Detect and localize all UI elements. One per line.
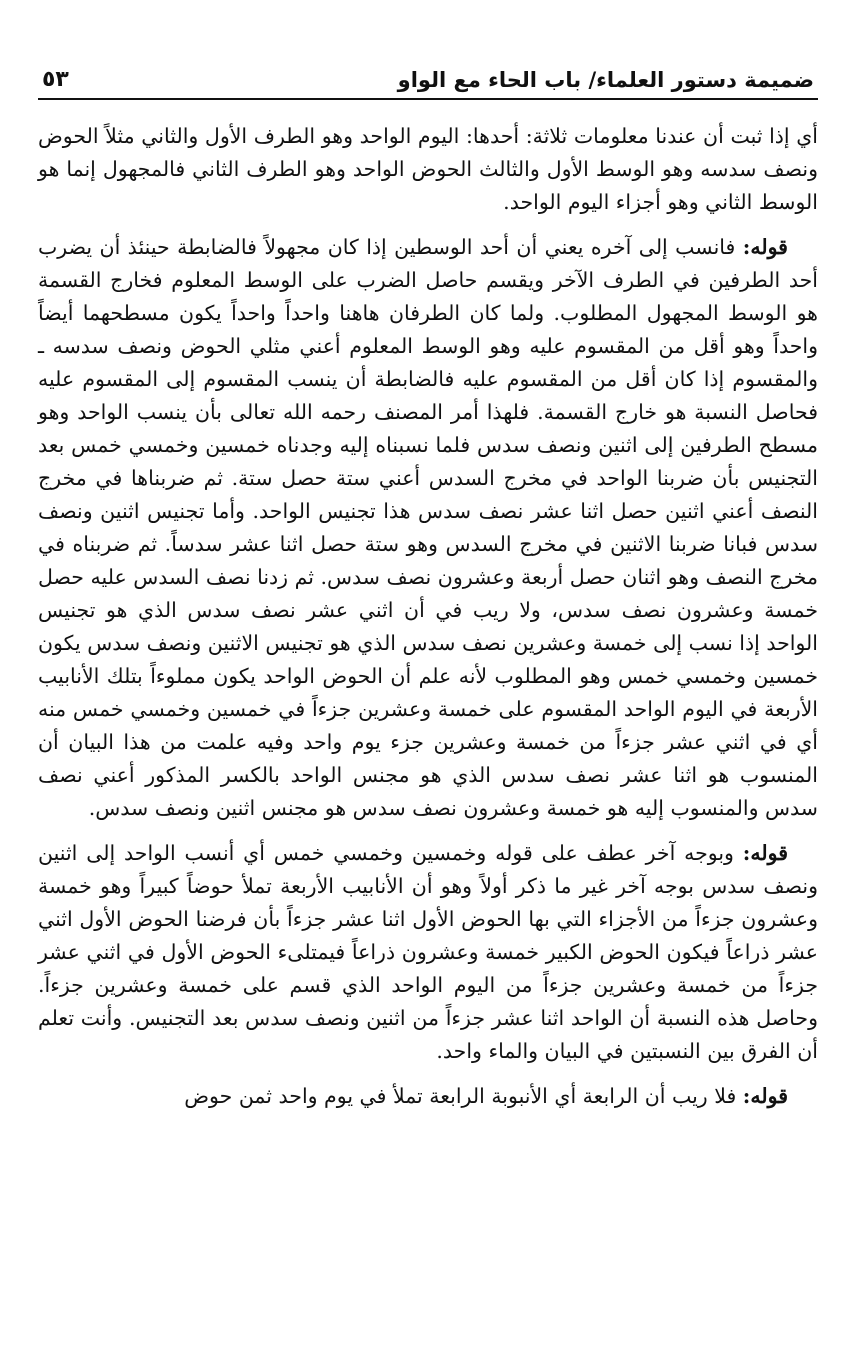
paragraph-3 — [38, 837, 818, 1068]
paragraph-text: وبوجه آخر عطف على قوله وخمسين وخمسي خمس أي أنسب الواحد إلى اثنين ونصف سدس بوجه آخر غير ما ذكر أولاً وهو أن الأنابيب الأربعة تملأ حوضاً كبيراً وهو خمسة وعشرون جزءاً من الأجزاء التي بها الحوض الأول اثنا عشر جزءاً بأن فرضنا الحوض الأول اثني عشر ذراعاً فيكون الحوض الكبير خمسة وعشرون ذراعاً فيمتلىء الحوض الأول في اثني عشر جزءاً من خمسة وعشرين جزءاً من اليوم الواحد الذي قسم على خمسة وعشرين جزءاً. وحاصل هذه النسبة أن الواحد اثنا عشر جزءاً من اثنين ونصف سدس بعد التجنيس. وأنت تعلم أن الفرق بين النسبتين في البيان والماء واحد. — [38, 841, 818, 1063]
paragraph-text: أي إذا ثبت أن عندنا معلومات ثلاثة: أحدها: اليوم الواحد وهو الطرف الأول والثاني مثلاً الحوض ونصف سدسه وهو الوسط الأول والثالث الحوض الواحد وهو الطرف الثاني فالمجهول إنما هو الوسط الثاني وهو أجزاء اليوم الواحد. — [38, 124, 818, 214]
running-title: ضميمة دستور العلماء/ باب الحاء مع الواو — [397, 68, 814, 92]
paragraph-text: فلا ريب أن الرابعة أي الأنبوبة الرابعة تملأ في يوم واحد ثمن حوض — [184, 1084, 737, 1108]
paragraph-lead: قوله: — [742, 1084, 788, 1108]
paragraph-2 — [38, 231, 818, 825]
page-number: ٥٣ — [42, 67, 69, 92]
paragraph-4 — [38, 1080, 818, 1113]
paragraph-text: فانسب إلى آخره يعني أن أحد الوسطين إذا كان مجهولاً فالضابطة حينئذ أن يضرب أحد الطرفين في الطرف الآخر ويقسم حاصل الضرب على الوسط المعلوم فخارج القسمة هو الوسط المجهول المطلوب. ولما كان الطرفان هاهنا واحداً واحداً يكون مسطحهما أيضاً واحداً وهو أقل من المقسوم عليه وهو الوسط المعلوم أعني مثلي الحوض ونصف سدسه ـ والمقسوم إذا كان أقل من المقسوم عليه فالضابطة أن ينسب المقسوم إلى المقسوم عليه فحاصل النسبة هو خارج القسمة. فلهذا أمر المصنف رحمه الله تعالى بأن ينسب الواحد وهو مسطح الطرفين إلى اثنين ونصف سدس فلما نسبناه إليه وجدناه خمسين وخمسي خمس بعد التجنيس بأن ضربنا الواحد في مخرج السدس أعني ستة حصل ستة. ثم ضربناها في مخرج النصف أعني اثنين حصل اثنا عشر نصف سدس هذا تجنيس الواحد. وأما تجنيس اثنين ونصف سدس فبانا ضربنا الاثنين في مخرج السدس وهو ستة حصل اثنا عشر سدساً. ثم ضربناه في مخرج النصف وهو اثنان حصل أربعة وعشرون نصف سدس. ثم زدنا نصف السدس عليه حصل خمسة وعشرون نصف سدس، ولا ريب في أن اثني عشر نصف سدس الذي هو تجنيس الواحد إذا نسب إلى خمسة وعشرين نصف سدس الذي هو تجنيس الاثنين ونصف سدس يكون خمسين وخمسي خمس وهو المطلوب لأنه علم أن الحوض الواحد يكون مملوءاً بتلك الأنابيب الأربعة في اليوم الواحد المقسوم على خمسة وعشرين جزءاً في خمسين وخمسي خمس منه أي في اثني عشر جزءاً من خمسة وعشرين جزء يوم واحد وفيه علمت من هذا البيان أن المنسوب هو اثنا عشر نصف سدس الذي هو مجنس الواحد بالكسر المذكور أعني نصف سدس والمنسوب إليه هو خمسة وعشرون نصف سدس هو مجنس اثنين ونصف سدس. — [38, 235, 818, 820]
paragraph-lead: قوله: — [742, 841, 788, 865]
page-body — [38, 120, 818, 1113]
paragraph-lead: قوله: — [742, 235, 788, 259]
paragraph-1 — [38, 120, 818, 219]
page-header — [38, 52, 818, 100]
